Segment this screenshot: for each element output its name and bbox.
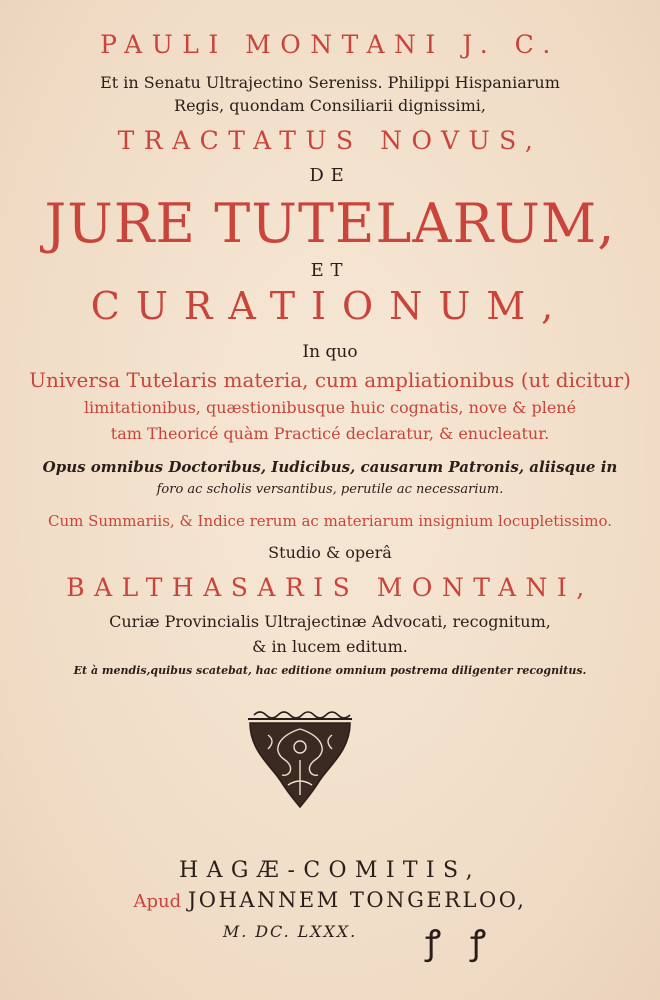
author-name: PAULI MONTANI J. C. <box>100 30 560 59</box>
publisher-line <box>0 888 660 912</box>
main-title: JURE TUTELARUM, <box>44 192 616 255</box>
author-line-2: Et in Senatu Ultrajectino Sereniss. Philippi Hispaniarum <box>100 73 560 92</box>
description-line-3: tam Theoricé quàm Practicé declaratur, & enucleatur. <box>110 424 550 443</box>
place-line: HAGÆ-COMITIS, <box>179 858 481 883</box>
ink-mark-left: ꝭ <box>425 923 442 963</box>
publisher-name: JOHANNEM TONGERLOO, <box>187 888 527 912</box>
tractatus-line: TRACTATUS NOVUS, <box>117 126 543 155</box>
description-line-1: Universa Tutelaris materia, cum ampliationibus (ut dicitur) <box>29 368 631 392</box>
curationum-line: CURATIONUM, <box>90 284 570 328</box>
editor-name: BALTHASARIS MONTANI, <box>66 573 594 602</box>
note-line: Et à mendis,quibus scatebat, hac editione omnium postrema diligenter recognitus. <box>73 664 587 677</box>
in-quo-line: In quo <box>302 342 358 362</box>
apud-label: Apud <box>133 891 182 912</box>
summariis-line: Cum Summariis, & Indice rerum ac materiarum insignium locupletissimo. <box>47 512 612 530</box>
editor-line-3: & in lucem editum. <box>252 637 408 656</box>
editor-line-2: Curiæ Provincialis Ultrajectinæ Advocati, recognitum, <box>109 612 551 631</box>
et-line: ET <box>310 260 350 281</box>
opus-line-1: Opus omnibus Doctoribus, Iudicibus, causarum Patronis, aliisque in <box>42 458 618 476</box>
de-line: DE <box>309 165 351 186</box>
opus-line-2: foro ac scholis versantibus, perutile ac necessarium. <box>156 482 504 497</box>
description-line-2: limitationibus, quæstionibusque huic cognatis, nove & plené <box>83 398 577 417</box>
author-line-3: Regis, quondam Consiliarii dignissimi, <box>174 96 486 115</box>
printers-ornament-icon <box>240 705 360 810</box>
year-line: M. DC. LXXX. <box>222 922 358 941</box>
studio-line: Studio & operâ <box>268 543 392 562</box>
ink-mark-right: ꝭ <box>470 923 487 963</box>
